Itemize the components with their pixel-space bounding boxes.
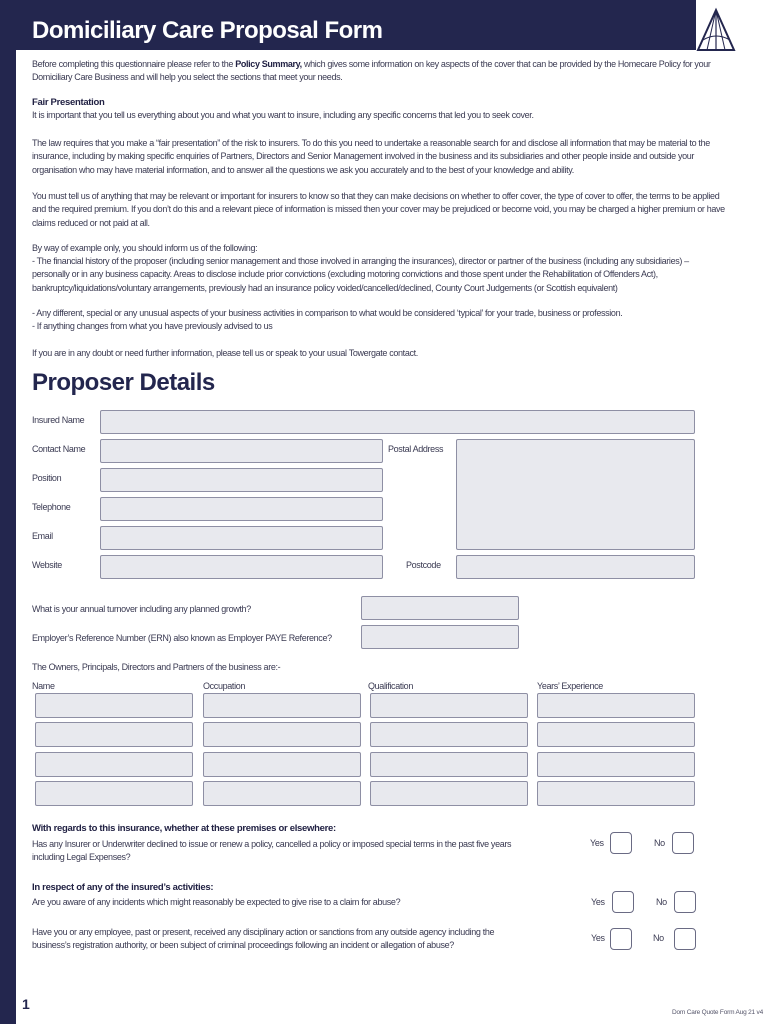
owner-2-qualification-field[interactable] bbox=[370, 722, 528, 747]
question-1-no-label: No bbox=[654, 838, 665, 848]
question-2-yes-label: Yes bbox=[591, 897, 605, 907]
website-label: Website bbox=[32, 560, 62, 570]
fair-presentation-p2: The law requires that you make a “fair presentation” of the risk to insurers. To do this you need to undertake a reasonable search for and disclose all information that may be material to the insurance, including by making specific enquiries of Partners, Directors and Senior Management involved in the business and its subsidiaries and other people inside and outside your organisation who may have material information, and to answer all the questions we ask you accurately and to the best of your knowledge and ability. bbox=[32, 138, 710, 175]
ern-label: Employer’s Reference Number (ERN) also known as Employer PAYE Reference? bbox=[32, 633, 332, 643]
question-2-yes-checkbox[interactable] bbox=[612, 891, 634, 913]
owner-2-experience-field[interactable] bbox=[537, 722, 695, 747]
form-reference: Dom Care Quote Form Aug 21 v4 bbox=[672, 1009, 764, 1016]
question-1-no-checkbox[interactable] bbox=[672, 832, 694, 854]
intro-text-2: which gives some information on key aspects of the cover that can be provided by the Homecare Policy for your Domiciliary Care Business and will help you select the sections that meet your needs. bbox=[32, 59, 711, 83]
question-1-yes-checkbox[interactable] bbox=[610, 832, 632, 854]
postcode-label: Postcode bbox=[406, 560, 441, 570]
insured-name-field[interactable] bbox=[100, 410, 695, 434]
owners-col-name: Name bbox=[32, 681, 55, 691]
postal-address-field[interactable] bbox=[456, 439, 695, 550]
postcode-field[interactable] bbox=[456, 555, 695, 579]
owner-1-occupation-field[interactable] bbox=[203, 693, 361, 718]
website-field[interactable] bbox=[100, 555, 383, 579]
contact-name-field[interactable] bbox=[100, 439, 383, 463]
owner-1-qualification-field[interactable] bbox=[370, 693, 528, 718]
owners-col-occupation: Occupation bbox=[203, 681, 246, 691]
fair-presentation-bullet-2: - Any different, special or any unusual aspects of your business activities in comparison to what would be considered ‘typical’ for your trade, business or profession. bbox=[32, 308, 623, 318]
policy-summary-link: Policy Summary, bbox=[235, 59, 302, 69]
fair-presentation-bullet-3: - If anything changes from what you have previously advised to us bbox=[32, 321, 273, 331]
owner-4-experience-field[interactable] bbox=[537, 781, 695, 806]
position-label: Position bbox=[32, 473, 62, 483]
fair-presentation-p4-intro: By way of example only, you should inform us of the following: bbox=[32, 243, 258, 253]
telephone-field[interactable] bbox=[100, 497, 383, 521]
owner-4-occupation-field[interactable] bbox=[203, 781, 361, 806]
contact-name-label: Contact Name bbox=[32, 444, 86, 454]
insured-name-label: Insured Name bbox=[32, 415, 85, 425]
fair-presentation-bullet-1: - The financial history of the proposer (including senior management and those involved in arranging the insurances), director or partner of the business (including any subsidiaries) – personally or in any business capacity. Areas to disclose include prior convictions (excluding motoring convictions and those spent under the Rehabilitation of Offenders Act), bankruptcy/liquidations/voluntary arrangements, previously had an insurance policy voided/cancelled/declined, County Court Judgements (or Scottish equivalent) bbox=[32, 256, 689, 293]
owners-intro-label: The Owners, Principals, Directors and Partners of the business are:- bbox=[32, 662, 281, 672]
owners-col-experience: Years’ Experience bbox=[537, 681, 603, 691]
owner-3-occupation-field[interactable] bbox=[203, 752, 361, 777]
email-field[interactable] bbox=[100, 526, 383, 550]
intro-text-1: Before completing this questionnaire please refer to the bbox=[32, 59, 236, 69]
owner-1-experience-field[interactable] bbox=[537, 693, 695, 718]
question-2-no-checkbox[interactable] bbox=[674, 891, 696, 913]
questions-heading-1: With regards to this insurance, whether at these premises or elsewhere: bbox=[32, 823, 336, 834]
owner-2-name-field[interactable] bbox=[35, 722, 193, 747]
position-field[interactable] bbox=[100, 468, 383, 492]
towergate-logo-icon bbox=[694, 6, 738, 54]
owner-3-qualification-field[interactable] bbox=[370, 752, 528, 777]
owner-4-name-field[interactable] bbox=[35, 781, 193, 806]
question-2-no-label: No bbox=[656, 897, 667, 907]
owners-col-qualification: Qualification bbox=[368, 681, 413, 691]
owner-1-name-field[interactable] bbox=[35, 693, 193, 718]
owner-3-name-field[interactable] bbox=[35, 752, 193, 777]
question-2-text: Are you aware of any incidents which might reasonably be expected to give rise to a claim for abuse? bbox=[32, 897, 401, 907]
fair-presentation-p5: If you are in any doubt or need further information, please tell us or speak to your usual Towergate contact. bbox=[32, 348, 418, 358]
turnover-field[interactable] bbox=[361, 596, 519, 620]
question-3-no-label: No bbox=[653, 933, 664, 943]
turnover-label: What is your annual turnover including any planned growth? bbox=[32, 604, 251, 614]
question-3-yes-checkbox[interactable] bbox=[610, 928, 632, 950]
telephone-label: Telephone bbox=[32, 502, 71, 512]
question-3-text: Have you or any employee, past or present, received any disciplinary action or sanctions from any outside agency including the business’s registration authority, or been subject of criminal proceedings following an incident or allegation of abuse? bbox=[32, 927, 495, 951]
left-brand-bar bbox=[0, 0, 16, 1024]
owner-2-occupation-field[interactable] bbox=[203, 722, 361, 747]
owner-3-experience-field[interactable] bbox=[537, 752, 695, 777]
email-label: Email bbox=[32, 531, 53, 541]
fair-presentation-p3: You must tell us of anything that may be relevant or important for insurers to know so that they can make decisions on whether to offer cover, the type of cover to offer, the terms to be applied and the required premium. If you don’t do this and a relevant piece of information is missed then your cover may be prejudiced or become void, you may be charged a higher premium or have claims reduced or not paid at all. bbox=[32, 191, 725, 228]
page-number: 1 bbox=[22, 996, 30, 1012]
proposer-details-title: Proposer Details bbox=[32, 369, 215, 396]
question-3-yes-label: Yes bbox=[591, 933, 605, 943]
questions-heading-2: In respect of any of the insured’s activities: bbox=[32, 882, 214, 893]
fair-presentation-heading: Fair Presentation bbox=[32, 97, 105, 108]
question-3-no-checkbox[interactable] bbox=[674, 928, 696, 950]
intro-paragraph bbox=[32, 58, 728, 85]
owner-4-qualification-field[interactable] bbox=[370, 781, 528, 806]
form-title: Domiciliary Care Proposal Form bbox=[32, 17, 383, 44]
question-1-text: Has any Insurer or Underwriter declined to issue or renew a policy, cancelled a policy or imposed special terms in the past five years including Legal Expenses? bbox=[32, 839, 512, 863]
fair-presentation-p1: It is important that you tell us everything about you and what you want to insure, including any specific concerns that led you to seek cover. bbox=[32, 110, 534, 120]
question-1-yes-label: Yes bbox=[590, 838, 604, 848]
ern-field[interactable] bbox=[361, 625, 519, 649]
postal-address-label: Postal Address bbox=[388, 444, 444, 454]
